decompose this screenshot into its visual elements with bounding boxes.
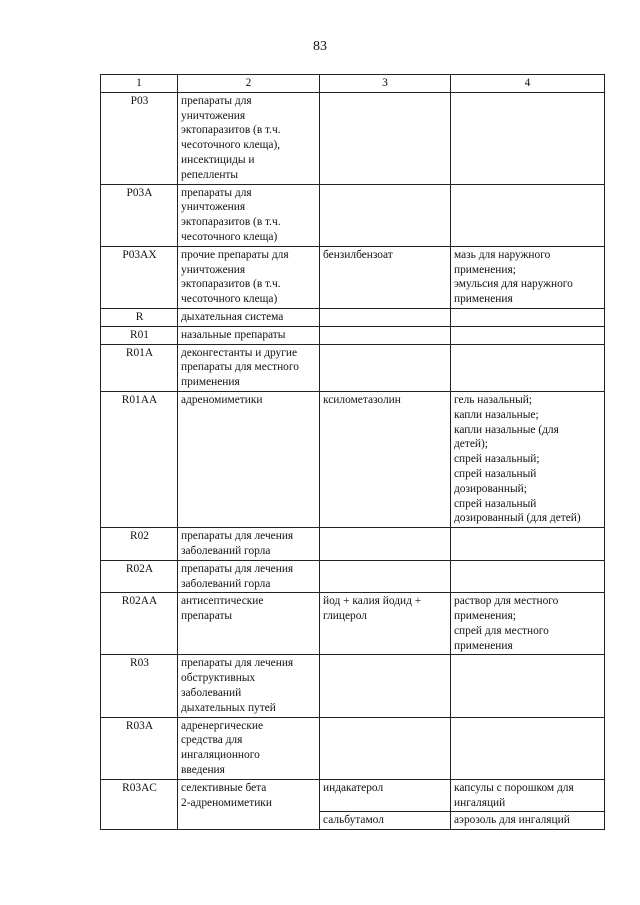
substance-cell — [320, 593, 451, 655]
dosage-form-cell — [451, 593, 605, 655]
group-name-line: уничтожения — [181, 109, 246, 122]
column-header: 2 — [178, 75, 320, 93]
dosage-form-line: капсулы с порошком для — [454, 781, 574, 794]
substance-cell — [320, 92, 451, 184]
table-row — [101, 344, 605, 391]
dosage-form-cell — [451, 655, 605, 717]
atc-code-cell: R02AA — [101, 593, 178, 655]
dosage-form-cell — [451, 308, 605, 326]
atc-code-cell: R03 — [101, 655, 178, 717]
group-name-line: препараты для лечения — [181, 530, 294, 543]
column-header: 1 — [101, 75, 178, 93]
anatomical-group-cell — [178, 560, 320, 593]
dosage-form-line: спрей назальный — [454, 467, 537, 480]
dosage-form-cell — [451, 246, 605, 308]
dosage-form-cell — [451, 326, 605, 344]
dosage-form-cell — [451, 391, 605, 527]
group-name-line: адренергические — [181, 719, 264, 732]
group-name-line: заболеваний горла — [181, 544, 271, 557]
table-header-row — [101, 75, 605, 93]
atc-code-cell: R — [101, 308, 178, 326]
atc-code-cell: R03AC — [101, 779, 178, 829]
dosage-form-line: применения — [454, 639, 513, 652]
group-name-line: селективные бета — [181, 781, 267, 794]
substance-line: бензилбензоат — [323, 248, 393, 261]
table-row — [101, 779, 605, 812]
anatomical-group-cell — [178, 246, 320, 308]
group-name-line: препараты для — [181, 94, 252, 107]
anatomical-group-cell — [178, 528, 320, 561]
group-name-line: препараты для лечения — [181, 657, 294, 670]
table-row — [101, 184, 605, 246]
dosage-form-cell — [451, 528, 605, 561]
anatomical-group-cell — [178, 344, 320, 391]
dosage-form-line: гель назальный; — [454, 393, 532, 406]
group-name-line: введения — [181, 764, 225, 777]
table-row — [101, 92, 605, 184]
dosage-form-line: дозированный (для детей) — [454, 512, 581, 525]
table-row — [101, 655, 605, 717]
group-name-line: препараты — [181, 610, 233, 623]
substance-cell — [320, 308, 451, 326]
dosage-form-line: дозированный; — [454, 482, 527, 495]
table-body — [101, 92, 605, 829]
group-name-line: эктопаразитов (в т.ч. — [181, 124, 281, 137]
dosage-form-line: эмульсия для наружного — [454, 278, 573, 291]
column-header: 4 — [451, 75, 605, 93]
group-name-line: эктопаразитов (в т.ч. — [181, 216, 281, 229]
column-header: 3 — [320, 75, 451, 93]
dosage-form-line: спрей для местного — [454, 624, 549, 637]
group-name-line: репелленты — [181, 168, 239, 181]
table-row — [101, 391, 605, 527]
dosage-form-cell — [451, 560, 605, 593]
group-name-line: инсектициды и — [181, 153, 255, 166]
atc-code-cell: R02A — [101, 560, 178, 593]
group-name-line: средства для — [181, 734, 243, 747]
anatomical-group-cell — [178, 593, 320, 655]
substance-line: йод + калия йодид + — [323, 595, 422, 608]
table-row — [101, 560, 605, 593]
group-name-line: дыхательных путей — [181, 701, 276, 714]
anatomical-group-cell — [178, 391, 320, 527]
dosage-form-cell — [451, 779, 605, 812]
atc-code-cell: R03A — [101, 717, 178, 779]
atc-code-cell: P03A — [101, 184, 178, 246]
substance-cell — [320, 779, 451, 812]
substance-cell — [320, 528, 451, 561]
dosage-form-line: ингаляций — [454, 796, 506, 809]
anatomical-group-cell — [178, 92, 320, 184]
dosage-form-line: мазь для наружного — [454, 248, 551, 261]
dosage-form-line: детей); — [454, 438, 488, 451]
anatomical-group-cell — [178, 326, 320, 344]
dosage-form-line: применения; — [454, 263, 516, 276]
group-name-line: применения — [181, 376, 240, 389]
table-row — [101, 593, 605, 655]
substance-cell — [320, 391, 451, 527]
substance-cell — [320, 326, 451, 344]
group-name-line: ингаляционного — [181, 749, 260, 762]
substance-line: глицерол — [323, 610, 367, 623]
dosage-form-line: применения — [454, 293, 513, 306]
dosage-form-line: капли назальные; — [454, 408, 539, 421]
dosage-form-line: капли назальные (для — [454, 423, 559, 436]
table-row — [101, 308, 605, 326]
group-name-line: заболеваний — [181, 687, 242, 700]
group-name-line: уничтожения — [181, 201, 246, 214]
atc-code-cell: R01A — [101, 344, 178, 391]
anatomical-group-cell — [178, 184, 320, 246]
group-name-line: прочие препараты для — [181, 248, 289, 261]
group-name-line: препараты для местного — [181, 361, 299, 374]
group-name-line: препараты для лечения — [181, 562, 294, 575]
atc-code-cell: R01 — [101, 326, 178, 344]
atc-code-cell: P03AX — [101, 246, 178, 308]
substance-cell — [320, 812, 451, 830]
anatomical-group-cell — [178, 717, 320, 779]
substance-line: ксилометазолин — [323, 393, 401, 406]
dosage-form-line: спрей назальный — [454, 497, 537, 510]
group-name-line: эктопаразитов (в т.ч. — [181, 278, 281, 291]
dosage-form-line: аэрозоль для ингаляций — [454, 814, 570, 827]
table-row — [101, 246, 605, 308]
group-name-line: уничтожения — [181, 263, 246, 276]
atc-code-cell: R02 — [101, 528, 178, 561]
dosage-form-line: раствор для местного — [454, 595, 559, 608]
dosage-form-cell — [451, 92, 605, 184]
substance-cell — [320, 184, 451, 246]
group-name-line: обструктивных — [181, 672, 256, 685]
dosage-form-line: спрей назальный; — [454, 453, 540, 466]
table-row — [101, 326, 605, 344]
anatomical-group-cell — [178, 655, 320, 717]
atc-code-cell: P03 — [101, 92, 178, 184]
group-name-line: чесоточного клеща), — [181, 139, 281, 152]
group-name-line: препараты для — [181, 186, 252, 199]
group-name-line: чесоточного клеща) — [181, 230, 278, 243]
group-name-line: антисептические — [181, 595, 264, 608]
dosage-form-cell — [451, 717, 605, 779]
group-name-line: дыхательная система — [181, 310, 284, 323]
table-row — [101, 528, 605, 561]
substance-line: сальбутамол — [323, 814, 384, 827]
dosage-form-line: применения; — [454, 610, 516, 623]
page-number: 83 — [313, 39, 327, 54]
group-name-line: чесоточного клеща) — [181, 293, 278, 306]
substance-cell — [320, 344, 451, 391]
group-name-line: заболеваний горла — [181, 577, 271, 590]
substance-cell — [320, 717, 451, 779]
group-name-line: деконгестанты и другие — [181, 346, 298, 359]
group-name-line: адреномиметики — [181, 393, 263, 406]
group-name-line: назальные препараты — [181, 328, 286, 341]
dosage-form-cell — [451, 184, 605, 246]
group-name-line: 2-адреномиметики — [181, 796, 272, 809]
substance-cell — [320, 560, 451, 593]
anatomical-group-cell — [178, 308, 320, 326]
medication-table — [100, 74, 605, 830]
anatomical-group-cell — [178, 779, 320, 829]
dosage-form-cell — [451, 344, 605, 391]
substance-cell — [320, 655, 451, 717]
table-row — [101, 717, 605, 779]
substance-line: индакатерол — [323, 781, 384, 794]
substance-cell — [320, 246, 451, 308]
atc-code-cell: R01AA — [101, 391, 178, 527]
dosage-form-cell — [451, 812, 605, 830]
